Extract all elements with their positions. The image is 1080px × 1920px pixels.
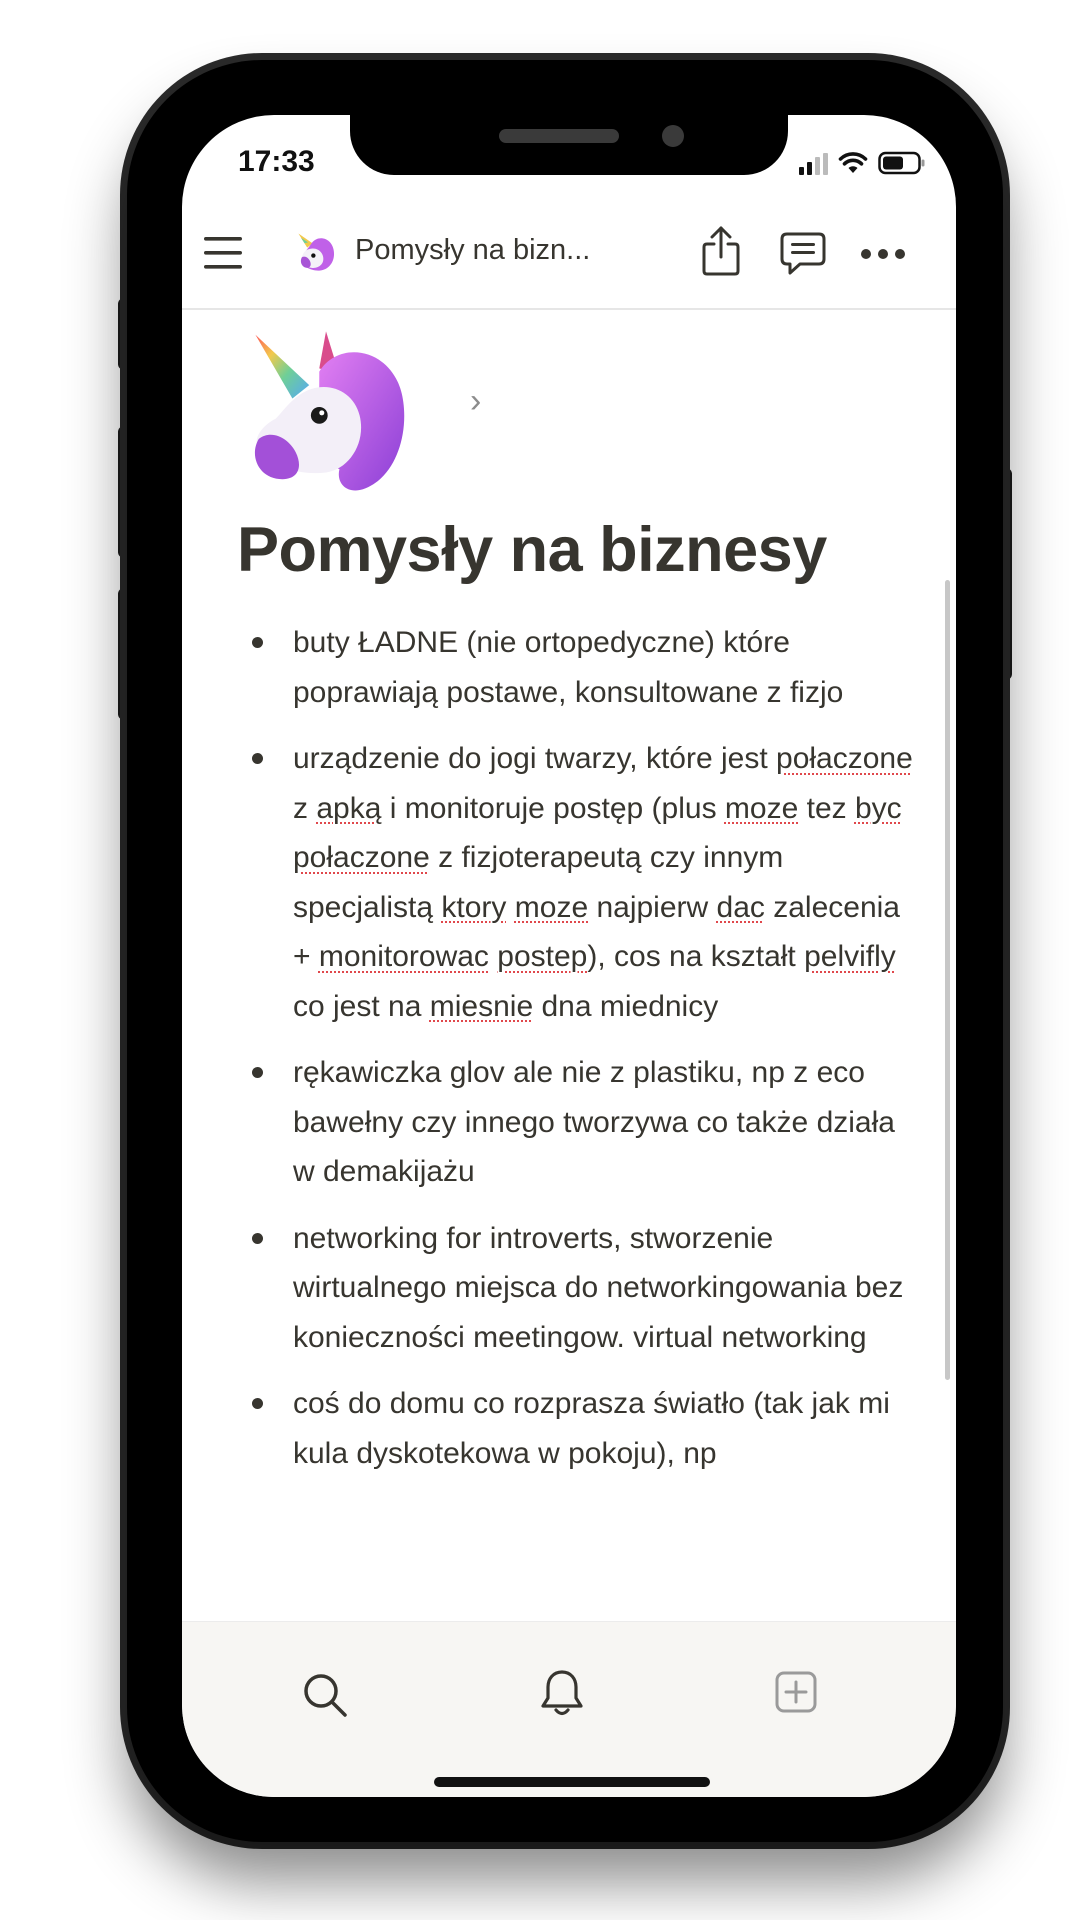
bullet-text: urządzenie do jogi twarzy, które jest xyxy=(293,742,777,775)
scrollbar[interactable] xyxy=(945,580,950,1380)
chevron-right-icon[interactable]: › xyxy=(470,382,482,420)
bullet-text: i monitoruje postęp (plus xyxy=(381,791,725,825)
spellcheck-flagged-word: ktory xyxy=(441,890,507,924)
bullet-text: networking for introverts, stworzenie wirtualnego miejsca do networkingowania bez konieczności meetingow. virtual networking xyxy=(293,1221,904,1354)
cellular-signal-icon xyxy=(799,153,828,175)
spellcheck-flagged-word: postep xyxy=(497,940,588,973)
search-icon[interactable] xyxy=(302,1672,348,1718)
spellcheck-flagged-word: połaczone xyxy=(776,742,913,775)
bullet-dot-icon xyxy=(252,1233,263,1244)
bullet-text: tez xyxy=(798,791,855,825)
bullet-text xyxy=(506,891,514,924)
page-title[interactable]: Pomysły na biznesy xyxy=(237,515,827,585)
wifi-icon xyxy=(838,151,868,175)
battery-icon xyxy=(878,151,926,175)
status-icons xyxy=(799,151,926,175)
bullet-text: coś do domu co rozprasza światło (tak jak mi kula dyskotekowa w pokoju), np xyxy=(293,1387,890,1470)
spellcheck-flagged-word: dac xyxy=(716,890,765,924)
bullet-dot-icon xyxy=(252,753,263,764)
page-content[interactable] xyxy=(182,310,956,1622)
spellcheck-flagged-word: byc xyxy=(854,791,902,825)
bullet-text: dna miednicy xyxy=(533,989,719,1023)
spellcheck-flagged-word: połaczone xyxy=(293,841,430,874)
bullet-text: z xyxy=(293,791,317,825)
unicorn-emoji-icon xyxy=(294,230,338,274)
share-icon[interactable] xyxy=(702,226,740,276)
spellcheck-flagged-word: moze xyxy=(514,890,589,924)
nav-page-title[interactable]: Pomysły na bizn... xyxy=(355,234,591,266)
bullet-text: zalecenia + xyxy=(293,890,900,973)
bullet-text: rękawiczka glov ale nie z plastiku, np z eco bawełny czy innego tworzywa co także działa w demakijażu xyxy=(293,1056,895,1188)
unicorn-emoji-page-icon[interactable] xyxy=(242,328,410,496)
notch xyxy=(350,115,788,175)
bullet-dot-icon xyxy=(252,1067,263,1078)
bullet-text: buty ŁADNE (nie ortopedyczne) które poprawiają postawe, konsultowane z fizjo xyxy=(293,626,844,709)
bullet-dot-icon xyxy=(252,637,263,648)
bullet-text: co jest na xyxy=(293,989,430,1023)
earpiece-speaker xyxy=(499,129,619,143)
spellcheck-flagged-word: miesnie xyxy=(429,989,534,1023)
hamburger-menu-icon[interactable] xyxy=(204,236,244,270)
spellcheck-flagged-word: moze xyxy=(724,791,799,825)
bullet-list xyxy=(182,618,956,1495)
comments-icon[interactable] xyxy=(780,232,826,276)
add-page-icon[interactable] xyxy=(774,1670,818,1714)
bullet-item[interactable] xyxy=(182,1379,956,1478)
status-time: 17:33 xyxy=(238,145,315,178)
bullet-text: z fizjoterapeutą czy innym specjalistą xyxy=(293,841,784,924)
spellcheck-flagged-word: pelvifly xyxy=(804,940,896,973)
spellcheck-flagged-word: monitorowac xyxy=(318,940,489,973)
bell-icon[interactable] xyxy=(539,1668,585,1718)
bullet-item[interactable] xyxy=(182,1048,956,1197)
phone-screen xyxy=(182,115,956,1797)
spellcheck-flagged-word: apką xyxy=(316,791,382,825)
more-options-icon[interactable] xyxy=(860,248,906,260)
bullet-dot-icon xyxy=(252,1398,263,1409)
home-indicator[interactable] xyxy=(434,1777,710,1787)
front-camera xyxy=(662,125,684,147)
bullet-item[interactable] xyxy=(182,618,956,717)
top-navbar xyxy=(182,200,956,310)
bullet-text: ), cos na kształt xyxy=(587,940,805,973)
bullet-item[interactable] xyxy=(182,734,956,1031)
bullet-item[interactable] xyxy=(182,1214,956,1363)
bullet-text: najpierw xyxy=(588,890,717,924)
bottom-toolbar xyxy=(182,1621,956,1797)
